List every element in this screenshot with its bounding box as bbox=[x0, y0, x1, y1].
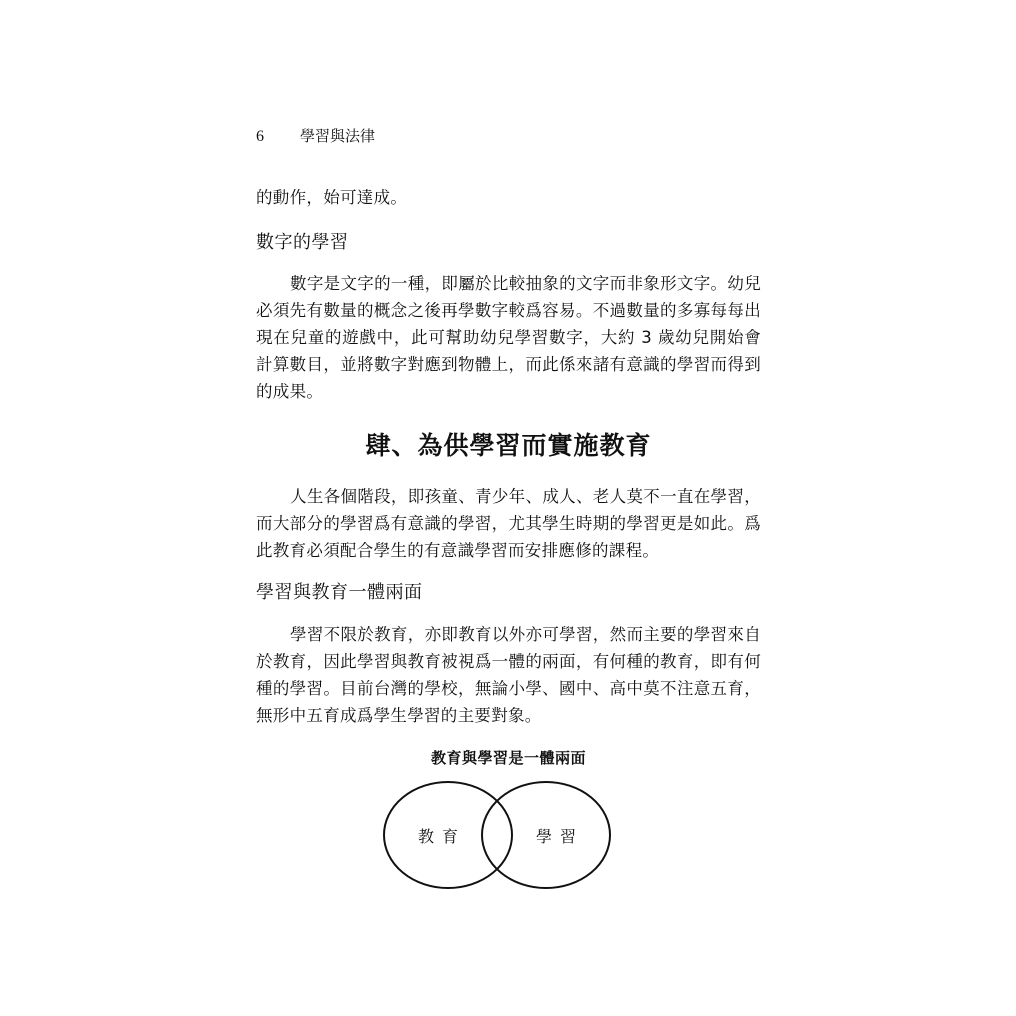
intro-text: 的動作，始可達成。 bbox=[256, 188, 408, 207]
numbers-paragraph-block bbox=[256, 270, 761, 405]
two-sides-paragraph: 學習不限於教育，亦即教育以外亦可學習，然而主要的學習來自於教育，因此學習與教育被視爲一體的兩面，有何種的教育，即有何種的學習。目前台灣的學校，無論小學、國中、高中莫不注意五育，無形中五育成爲學生學習的主要對象。 bbox=[256, 625, 761, 725]
two-sides-paragraph-block bbox=[256, 621, 761, 729]
page-number: 6 bbox=[256, 128, 264, 145]
running-header bbox=[256, 126, 375, 147]
section-title: 肆、為供學習而實施教育 bbox=[365, 431, 652, 460]
two-sides-heading: 學習與教育一體兩面 bbox=[256, 582, 423, 603]
venn-diagram bbox=[380, 778, 620, 898]
figure-title: 教育與學習是一體兩面 bbox=[430, 749, 586, 767]
education-label: 教育 bbox=[418, 827, 467, 846]
numbers-paragraph: 數字是文字的一種，即屬於比較抽象的文字而非象形文字。幼兒必須先有數量的概念之後再學數字較爲容易。不過數量的多寡每每出現在兒童的遊戲中，此可幫助幼兒學習數字，大約 3 歲幼兒開始會計算數目，並將數字對應到物體上，而此係來諸有意識的學習而得到的成果。 bbox=[256, 274, 761, 401]
main-paragraph: 人生各個階段，即孩童、青少年、成人、老人莫不一直在學習，而大部分的學習爲有意識的學習，尤其學生時期的學習更是如此。爲此教育必須配合學生的有意識學習而安排應修的課程。 bbox=[256, 487, 761, 560]
learning-label: 學習 bbox=[536, 827, 585, 846]
numbers-heading: 數字的學習 bbox=[256, 232, 349, 253]
intro-continuation bbox=[256, 184, 761, 211]
main-paragraph-block bbox=[256, 483, 761, 564]
running-title: 學習與法律 bbox=[300, 127, 376, 145]
